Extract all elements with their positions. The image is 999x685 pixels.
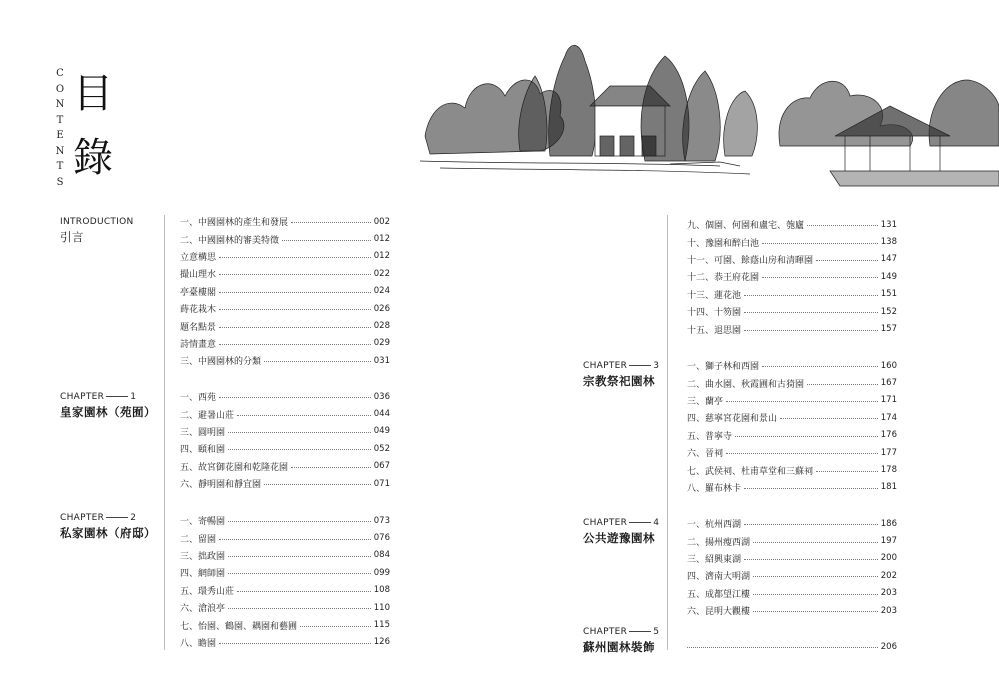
dot-leader: [228, 573, 371, 574]
dot-leader: [726, 453, 878, 454]
toc-entry[interactable]: 二、避暑山莊 044: [180, 409, 390, 421]
toc-entry[interactable]: 三、拙政園 084: [180, 550, 390, 562]
toc-entry[interactable]: 十、豫園和醉白池 138: [687, 237, 897, 249]
toc-entry[interactable]: 一、西苑 036: [180, 391, 390, 404]
dot-leader: [237, 591, 371, 592]
dot-leader: [816, 471, 878, 472]
toc-entry[interactable]: 蒔花栽木 026: [180, 303, 390, 316]
toc-list-chapter-3: [687, 357, 897, 496]
toc-entry[interactable]: 四、頤和園 052: [180, 443, 390, 456]
dot-leader: [228, 608, 371, 609]
contents-letter: S: [56, 176, 64, 188]
toc-list-chapter-5: [687, 638, 897, 655]
toc-entry[interactable]: 撮山理水 022: [180, 268, 390, 281]
toc-entry[interactable]: 三、中國園林的分類 031: [180, 355, 390, 368]
dot-leader: [744, 488, 878, 489]
toc-entry[interactable]: 詩情畫意 029: [180, 338, 390, 350]
toc-entry[interactable]: 二、中國園林的審美特徵 012: [180, 234, 390, 246]
toc-entry[interactable]: 六、靜明園和靜宜園 071: [180, 478, 390, 491]
dot-leader: [264, 361, 371, 362]
dot-leader: [744, 295, 878, 296]
dot-leader: [687, 647, 878, 648]
dot-leader: [807, 225, 878, 226]
toc-entry[interactable]: 六、昆明大觀樓 203: [687, 605, 897, 618]
garden-illustration: [420, 36, 999, 196]
contents-letter: N: [55, 145, 65, 157]
toc-list-chapter-2: [180, 512, 390, 651]
contents-letter: O: [55, 83, 65, 95]
toc-entry[interactable]: 三、紹興東湖 200: [687, 553, 897, 565]
dot-leader: [228, 521, 371, 522]
dot-leader: [753, 576, 878, 577]
column-divider: [164, 215, 165, 650]
dot-leader: [228, 449, 371, 450]
chapter-number-label: CHAPTER 5: [583, 627, 660, 637]
chapter-title: 蘇州園林裝飾: [583, 640, 655, 654]
toc-list-chapter-1: [180, 388, 390, 492]
section-label-chapter-2: [60, 513, 156, 541]
section-label-cn: 引言: [60, 230, 84, 244]
contents-letter: N: [55, 99, 65, 110]
chapter-number-label: CHAPTER 4: [583, 518, 660, 528]
dot-leader: [816, 260, 878, 261]
toc-entry[interactable]: 七、怡園、鶴園、耦園和藝圃 115: [180, 620, 390, 632]
column-divider: [667, 215, 668, 650]
title-char: 目: [73, 71, 113, 117]
dot-leader: [219, 344, 371, 345]
toc-entry[interactable]: 七、武侯祠、杜甫草堂和三蘇祠 178: [687, 465, 897, 477]
chapter-title: 皇家園林（苑囿）: [60, 405, 156, 419]
dot-leader: [219, 397, 371, 398]
dot-leader: [744, 312, 878, 313]
toc-entry[interactable]: 二、曲水園、秋霞圃和古猗園 167: [687, 378, 897, 390]
toc-entry[interactable]: 三、圓明園 049: [180, 426, 390, 438]
toc-entry[interactable]: 四、慈寧宮花園和景山 174: [687, 412, 897, 425]
toc-entry[interactable]: 十三、蓮花池 151: [687, 289, 897, 301]
section-label-introduction: [60, 217, 134, 245]
chapter-number-label: CHAPTER 3: [583, 361, 660, 371]
toc-entry[interactable]: 六、滄浪亭 110: [180, 602, 390, 615]
contents-letter: T: [56, 114, 64, 126]
contents-vertical-label: [54, 66, 66, 190]
section-label-en: INTRODUCTION: [60, 217, 134, 227]
toc-entry[interactable]: 十五、退思園 157: [687, 324, 897, 336]
dot-leader: [219, 257, 371, 258]
toc-list-introduction: [180, 213, 390, 370]
chapter-number-label: CHAPTER 1: [60, 392, 137, 402]
toc-entry[interactable]: 九、個園、何園和盧宅、匏廬 131: [687, 219, 897, 232]
toc-entry[interactable]: 十二、恭王府花園 149: [687, 271, 897, 284]
dot-leader: [744, 559, 878, 560]
dot-leader: [762, 366, 878, 367]
section-label-chapter-1: [60, 392, 156, 420]
toc-entry[interactable]: 二、揚州瘦西湖 197: [687, 536, 897, 548]
dot-leader: [762, 243, 878, 244]
page-title: [70, 62, 116, 190]
section-label-chapter-3: [583, 361, 659, 389]
dot-leader: [780, 418, 878, 419]
dot-leader: [753, 611, 878, 612]
dot-leader: [744, 330, 878, 331]
chapter-title: 宗教祭祀園林: [583, 374, 655, 388]
toc-entry[interactable]: 五、故宮御花園和乾隆花園 067: [180, 461, 390, 473]
toc-entry[interactable]: 五、環秀山莊 108: [180, 585, 390, 597]
section-label-chapter-4: [583, 518, 659, 546]
toc-entry[interactable]: 五、成都望江樓 203: [687, 588, 897, 600]
dot-leader: [753, 542, 878, 543]
toc-entry[interactable]: 一、中國園林的產生和發展 002: [180, 216, 390, 229]
toc-list-chapter-2-continued: [687, 216, 897, 338]
toc-entry[interactable]: 八、瞻園 126: [180, 637, 390, 649]
chapter-title: 公共遊豫園林: [583, 531, 655, 545]
dot-leader: [219, 643, 371, 644]
dot-leader: [219, 327, 371, 328]
dot-leader: [300, 626, 371, 627]
title-char: 錄: [73, 135, 113, 181]
contents-letter: T: [56, 161, 64, 172]
dot-leader: [744, 524, 878, 525]
dot-leader: [762, 277, 878, 278]
dot-leader: [237, 415, 371, 416]
toc-entry[interactable]: 四、網師園 099: [180, 567, 390, 580]
toc-entry[interactable]: 六、晉祠 177: [687, 447, 897, 460]
toc-entry[interactable]: 一、杭州西湖 186: [687, 518, 897, 531]
toc-entry[interactable]: 立意構思 012: [180, 251, 390, 263]
dot-leader: [291, 467, 371, 468]
dot-leader: [735, 436, 878, 437]
toc-entry[interactable]: 206: [687, 638, 897, 655]
toc-entry[interactable]: 題名點景 028: [180, 321, 390, 333]
toc-entry[interactable]: 三、蘭亭 171: [687, 395, 897, 407]
toc-list-chapter-4: [687, 515, 897, 619]
toc-entry[interactable]: 二、留園 076: [180, 533, 390, 545]
dot-leader: [726, 401, 878, 402]
toc-entry[interactable]: 一、獅子林和西園 160: [687, 360, 897, 373]
toc-entry[interactable]: 亭臺樓閣 024: [180, 286, 390, 298]
dot-leader: [219, 309, 371, 310]
dot-leader: [219, 274, 371, 275]
dot-leader: [228, 432, 371, 433]
dot-leader: [264, 484, 371, 485]
contents-letter: C: [56, 68, 64, 79]
dot-leader: [753, 594, 878, 595]
dot-leader: [228, 556, 371, 557]
toc-entry[interactable]: 十一、可園、餘蔭山房和清暉園 147: [687, 254, 897, 266]
chapter-title: 私家園林（府邸）: [60, 526, 156, 540]
dot-leader: [282, 240, 371, 241]
contents-letter: E: [56, 130, 64, 141]
dot-leader: [807, 384, 878, 385]
toc-entry[interactable]: 一、寄暢園 073: [180, 515, 390, 528]
toc-entry[interactable]: 八、羅布林卡 181: [687, 482, 897, 494]
dot-leader: [291, 222, 371, 223]
toc-entry[interactable]: 五、普寧寺 176: [687, 430, 897, 442]
chapter-number-label: CHAPTER 2: [60, 513, 137, 523]
toc-entry[interactable]: 十四、十笏園 152: [687, 306, 897, 319]
dot-leader: [219, 539, 371, 540]
section-label-chapter-5: [583, 627, 659, 655]
toc-entry[interactable]: 四、濟南大明湖 202: [687, 570, 897, 583]
dot-leader: [219, 292, 371, 293]
